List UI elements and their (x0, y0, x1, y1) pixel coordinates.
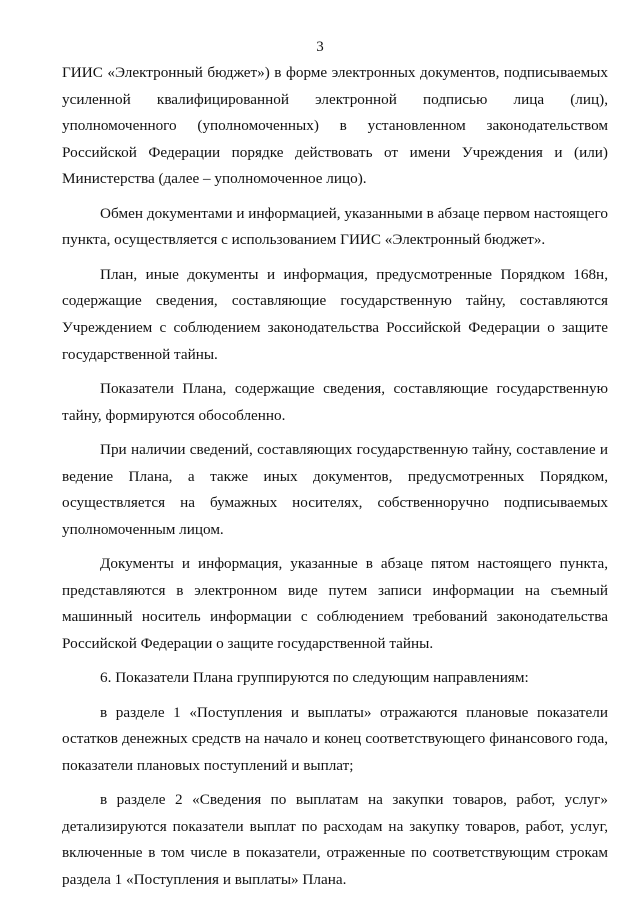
paragraph-removable-media: Документы и информация, указанные в абзаце пятом настоящего пункта, представляются в электронном виде путем записи информации на съемный машинный носитель информации с соблюдением требований законодательства Российской Федерации о защите государственной тайны. (62, 555, 608, 652)
page-number: 3 (316, 39, 324, 55)
paragraph-separate-indicators: Показатели Плана, содержащие сведения, составляющие государственную тайну, формируются обособленно. (62, 379, 608, 424)
paragraph-document-exchange: Обмен документами и информацией, указанными в абзаце первом настоящего пункта, осуществляется с использованием ГИИС «Электронный бюджет». (62, 204, 608, 249)
paragraph-state-secret-plan: План, иные документы и информация, предусмотренные Порядком 168н, содержащие сведения, составляющие государственную тайну, составляются Учреждением с соблюдением законодательства Российской Федерации о защите государственной тайны. (62, 265, 608, 363)
paragraph-continuation: ГИИС «Электронный бюджет») в форме электронных документов, подписываемых усиленной квалифицированной электронной подписью лица (лиц), уполномоченного (уполномоченных) в установленном законодательством Российской Федерации порядке действовать от имени Учреждения и (или) Министерства (далее – уполномоченное лицо). (62, 64, 608, 188)
paragraph-paper-media: При наличии сведений, составляющих государственную тайну, составление и ведение Плана, а также иных документов, предусмотренных Порядком, осуществляется на бумажных носителях, собственноручно подписываемых уполномоченным лицом. (62, 440, 608, 538)
paragraph-section-2-description: в разделе 2 «Сведения по выплатам на закупки товаров, работ, услуг» детализируются показатели выплат по расходам на закупку товаров, работ, услуг, включенные в том числе в показатели, отраженные по соответствующим строкам раздела 1 «Поступления и выплаты» Плана. (62, 791, 608, 888)
paragraph-section-1-description: в разделе 1 «Поступления и выплаты» отражаются плановые показатели остатков денежных средств на начало и конец соответствующего финансового года, показатели плановых поступлений и выплат; (62, 703, 608, 774)
document-body (62, 60, 608, 901)
paragraph-section-6-heading: 6. Показатели Плана группируются по следующим направлениям: (100, 669, 529, 687)
